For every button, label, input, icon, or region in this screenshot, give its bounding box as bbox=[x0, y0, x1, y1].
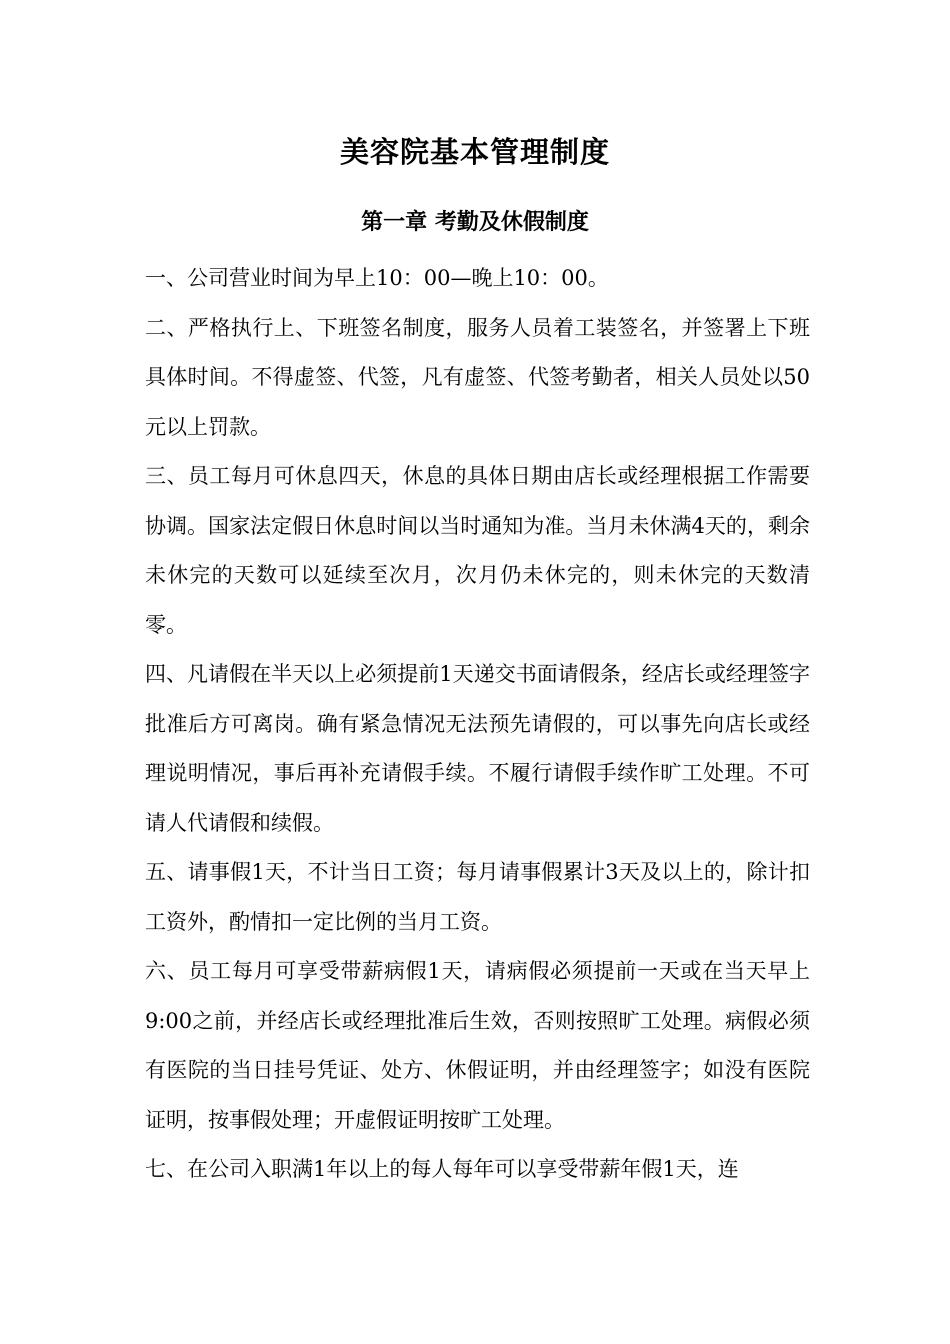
paragraph-2: 二、严格执行上、下班签名制度，服务人员着工装签名，并签署上下班具体时间。不得虚签、代签，凡有虚签、代签考勤者，相关人员处以50元以上罚款。 bbox=[145, 315, 810, 439]
paragraph-1: 一、公司营业时间为早上10：00—晚上10：00。 bbox=[145, 266, 609, 290]
paragraph-4: 四、凡请假在半天以上必须提前1天递交书面请假条，经店长或经理签字批准后方可离岗。确有紧急情况无法预先请假的，可以事先向店长或经理说明情况，事后再补充请假手续。不履行请假手续作旷工处理。不可请人代请假和续假。 bbox=[145, 662, 810, 835]
chapter-title: 第一章 考勤及休假制度 bbox=[361, 210, 589, 235]
document-title: 美容院基本管理制度 bbox=[339, 135, 610, 169]
paragraph-3: 三、员工每月可休息四天，休息的具体日期由店长或经理根据工作需要协调。国家法定假日休息时间以当时通知为准。当月未休满4天的，剩余未休完的天数可以延续至次月，次月仍未休完的，则未休完的天数清零。 bbox=[145, 464, 810, 637]
paragraph-7: 七、在公司入职满1年以上的每人每年可以享受带薪年假1天，连 bbox=[145, 1157, 739, 1181]
paragraph-5: 五、请事假1天，不计当日工资；每月请事假累计3天及以上的，除计扣工资外，酌情扣一定比例的当月工资。 bbox=[145, 860, 810, 934]
document-body bbox=[145, 254, 810, 1195]
paragraph-6: 六、员工每月可享受带薪病假1天，请病假必须提前一天或在当天早上9:00之前，并经店长或经理批准后生效，否则按照旷工处理。病假必须有医院的当日挂号凭证、处方、休假证明，并由经理签字；如没有医院证明，按事假处理；开虚假证明按旷工处理。 bbox=[145, 959, 810, 1132]
